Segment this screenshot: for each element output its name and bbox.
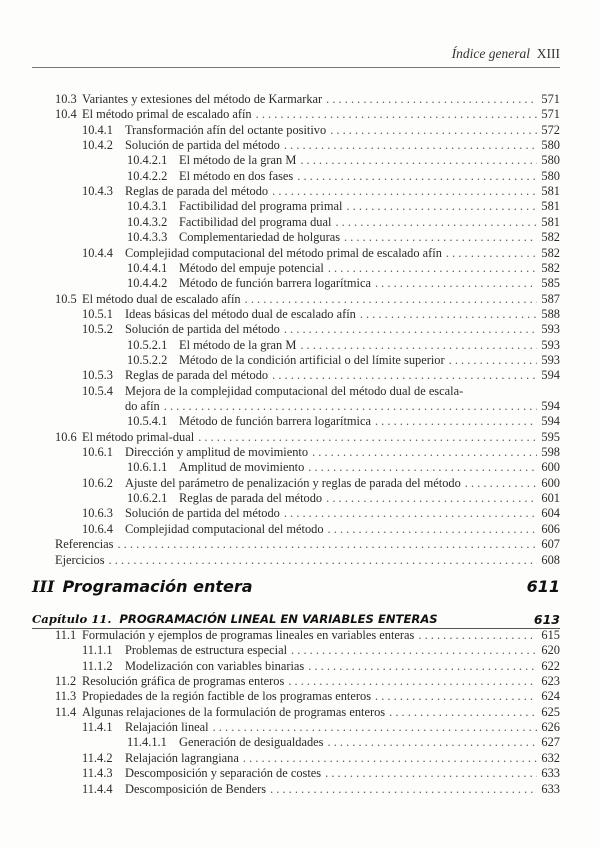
toc-entry[interactable] — [82, 522, 560, 536]
toc-entry-number: 10.6 — [55, 429, 77, 444]
toc-entry[interactable] — [82, 184, 560, 198]
toc-entry[interactable] — [55, 689, 560, 703]
chapter-title: PROGRAMACIÓN LINEAL EN VARIABLES ENTERAS — [119, 612, 438, 626]
toc-entry[interactable] — [55, 674, 560, 688]
dot-leader — [308, 460, 537, 474]
toc-entry-number: 10.4.1 — [82, 122, 113, 137]
dot-leader — [446, 246, 538, 260]
toc-entry-page: 604 — [541, 506, 560, 521]
toc-entry[interactable] — [82, 307, 560, 321]
dot-leader — [328, 735, 538, 749]
toc-entry-page: 581 — [541, 184, 560, 199]
dot-leader — [164, 399, 538, 413]
dot-leader — [344, 230, 537, 244]
chapter-label: Capítulo 11. — [32, 612, 112, 626]
toc-entry-page: 593 — [541, 337, 560, 352]
toc-entry-number: 11.2 — [55, 674, 77, 689]
dot-leader — [213, 720, 538, 734]
toc-entry-title: Reglas de parada del método — [125, 184, 269, 199]
toc-entry-page: 594 — [541, 399, 560, 413]
toc-entry-number: 11.4.1.1 — [127, 735, 167, 750]
dot-leader — [308, 659, 537, 673]
toc-entry-title: Propiedades de la región factible de los programas enteros — [82, 689, 372, 704]
toc-entry-title: Mejora de la complejidad computacional del método dual de escala- — [125, 383, 464, 398]
toc-entry-number: 11.3 — [55, 689, 77, 704]
toc-entry-number: 10.5.2.1 — [127, 337, 168, 352]
toc-entry-number: 10.5.2.2 — [127, 352, 168, 367]
toc-entry[interactable] — [82, 246, 560, 260]
toc-entry[interactable] — [127, 169, 560, 183]
toc-entry[interactable] — [82, 782, 560, 796]
header-title — [452, 46, 560, 62]
dot-leader — [245, 292, 538, 306]
toc-entry-page: 587 — [541, 291, 560, 306]
toc-entry-number: 10.6.2.1 — [127, 491, 168, 506]
toc-entry-page: 623 — [541, 674, 560, 689]
toc-entry-title: Método de función barrera logarítmica — [179, 414, 371, 429]
toc-entry[interactable] — [127, 491, 560, 505]
toc-entry[interactable] — [55, 92, 560, 106]
toc-entry-page: 580 — [541, 153, 560, 168]
toc-entry-number: 11.4.2 — [82, 750, 113, 765]
toc-entry-title: El método dual de escalado afín — [82, 291, 241, 306]
toc-entry-title: Generación de desigualdades — [179, 735, 324, 750]
toc-entry-page: 582 — [541, 260, 560, 275]
dot-leader — [326, 491, 537, 505]
toc-entry-number: 10.4.3.3 — [127, 230, 168, 245]
toc-entry[interactable] — [127, 460, 560, 474]
toc-entry-number: 11.4.3 — [82, 766, 113, 781]
toc-entry[interactable] — [127, 276, 560, 290]
toc-entry[interactable] — [127, 338, 560, 352]
toc-entry[interactable] — [82, 322, 560, 336]
toc-entry-number: 10.5 — [55, 291, 77, 306]
toc-entry-page: 633 — [541, 781, 560, 796]
dot-leader — [291, 643, 537, 657]
toc-entry-title: Algunas relajaciones de la formulación de programas enteros — [82, 704, 386, 719]
toc-entry-page: 627 — [541, 735, 560, 750]
toc-entry-title: Resolución gráfica de programas enteros — [82, 674, 285, 689]
toc-entry-number: 10.4.3.2 — [127, 214, 168, 229]
toc-entry-title: Reglas de parada del método — [179, 491, 323, 506]
dot-leader — [346, 199, 537, 213]
toc-entry[interactable] — [82, 123, 560, 137]
chapter-page: 613 — [533, 612, 560, 627]
toc-entry-title: Descomposición de Benders — [125, 781, 267, 796]
toc-entry-page: 581 — [541, 214, 560, 229]
toc-entry[interactable] — [82, 766, 560, 780]
toc-entry-page: 571 — [541, 92, 560, 106]
toc-entry-title: Complejidad computacional del método primal de escalado afín — [125, 245, 442, 260]
toc-entry[interactable] — [82, 659, 560, 673]
toc-entry-number: 10.5.4.1 — [127, 414, 168, 429]
toc-entry[interactable] — [55, 107, 560, 121]
toc-entry-page: 608 — [541, 552, 560, 567]
toc-entry[interactable] — [55, 292, 560, 306]
running-header — [32, 46, 560, 66]
toc-entry-number: 11.1.2 — [82, 658, 113, 673]
toc-entry-number: 10.4.4.2 — [127, 276, 168, 291]
toc-entry-title: El método de la gran M — [179, 337, 297, 352]
dot-leader — [284, 506, 538, 520]
toc-entry-title: Factibilidad del programa dual — [179, 214, 332, 229]
toc-entry[interactable] — [82, 643, 560, 657]
toc-entry-page: 624 — [541, 689, 560, 704]
toc-entry[interactable] — [127, 735, 560, 749]
toc-entry-number: 10.4.2.1 — [127, 153, 168, 168]
toc-entry[interactable] — [82, 384, 560, 398]
part-page: 611 — [526, 577, 560, 596]
dot-leader — [389, 705, 537, 719]
toc-entry-number: 10.6.2 — [82, 475, 113, 490]
toc-entry[interactable] — [82, 368, 560, 382]
toc-entry-page: 633 — [541, 766, 560, 781]
toc-entry[interactable] — [55, 628, 560, 642]
dot-leader — [328, 261, 538, 275]
toc-entry-page: 594 — [541, 368, 560, 383]
toc-entry-title: Método del empuje potencial — [179, 260, 324, 275]
dot-leader — [328, 522, 538, 536]
toc-entry[interactable] — [127, 153, 560, 167]
toc-entry[interactable] — [127, 353, 560, 367]
toc-entry-page: 582 — [541, 230, 560, 245]
toc-entry[interactable] — [55, 537, 560, 551]
toc-entry-title: Formulación y ejemplos de programas lineales en variables enteras — [82, 628, 415, 642]
toc-entry-number: 10.6.1.1 — [127, 460, 168, 475]
toc-entry-title: Transformación afín del octante positivo — [125, 122, 327, 137]
dot-leader — [109, 553, 538, 567]
toc-entry-number: 10.4.2.2 — [127, 168, 168, 183]
dot-leader — [284, 138, 538, 152]
toc-entry-title: Relajación lagrangiana — [125, 750, 239, 765]
dot-leader — [375, 689, 537, 703]
dot-leader — [325, 766, 537, 780]
toc-entry-number: 10.4.3 — [82, 184, 113, 199]
toc-entry-page: 593 — [541, 322, 560, 337]
toc-entry-number: 10.4.3.1 — [127, 199, 168, 214]
toc-entry-number: 11.4.1 — [82, 720, 113, 735]
toc-entry-page: 572 — [541, 122, 560, 137]
dot-leader — [335, 215, 537, 229]
toc-entry[interactable] — [55, 553, 560, 567]
toc-entry-title: Complementariedad de holguras — [179, 230, 341, 245]
dot-leader — [418, 628, 537, 642]
toc-entry[interactable] — [82, 445, 560, 459]
toc-entry-number: 10.5.2 — [82, 322, 113, 337]
toc-entry-number: 10.4.4 — [82, 245, 113, 260]
toc-entry-title: Dirección y amplitud de movimiento — [125, 445, 309, 460]
toc-entry-number: 11.4 — [55, 704, 77, 719]
dot-leader — [272, 368, 537, 382]
toc-entry-title: Método de la condición artificial o del límite superior — [179, 352, 445, 367]
toc-entry-number: 10.5.4 — [82, 383, 113, 398]
toc-entry-number: 10.4 — [55, 107, 77, 122]
toc-entry-title: Ideas básicas del método dual de escalado afín — [125, 306, 356, 321]
toc-entry-number: 10.3 — [55, 92, 77, 106]
toc-entry[interactable] — [127, 199, 560, 213]
toc-entry-number: 10.6.4 — [82, 521, 113, 536]
toc-entry-title: Modelización con variables binarias — [125, 658, 305, 673]
toc-entry-page: 598 — [541, 445, 560, 460]
toc-entry-number: 11.1.1 — [82, 643, 113, 658]
toc-entry-page: 582 — [541, 245, 560, 260]
dot-leader — [375, 414, 537, 428]
dot-leader — [284, 322, 538, 336]
toc-entry-page: 625 — [541, 704, 560, 719]
toc-entry[interactable] — [82, 476, 560, 490]
toc-entry-number: 10.4.2 — [82, 138, 113, 153]
toc-entry-title: El método primal de escalado afín — [82, 107, 252, 122]
toc-entry-title: Problemas de estructura especial — [125, 643, 288, 658]
toc-entry-number: 10.5.3 — [82, 368, 113, 383]
toc-entry-title: Complejidad computacional del método — [125, 521, 324, 536]
toc-entry-title: Relajación lineal — [125, 720, 209, 735]
toc-entry-page: 580 — [541, 168, 560, 183]
toc-entry-number: 11.1 — [55, 628, 77, 642]
dot-leader — [117, 537, 537, 551]
dot-leader — [312, 445, 537, 459]
toc-entry-page: 594 — [541, 414, 560, 429]
toc-entry-page: 600 — [541, 475, 560, 490]
toc-entry-page: 585 — [541, 276, 560, 291]
dot-leader — [465, 476, 538, 490]
toc-entry-page: 580 — [541, 138, 560, 153]
toc-entry[interactable] — [127, 230, 560, 244]
toc-entry-title: Solución de partida del método — [125, 322, 280, 337]
toc-entry-page: 632 — [541, 750, 560, 765]
toc-entry-page: 588 — [541, 306, 560, 321]
toc-entry[interactable] — [127, 261, 560, 275]
toc-entry[interactable] — [82, 138, 560, 152]
toc-entry[interactable] — [55, 705, 560, 719]
toc-entry-page: 571 — [541, 107, 560, 122]
toc-entry-number: 10.6.1 — [82, 445, 113, 460]
toc-entry-title: Solución de partida del método — [125, 506, 280, 521]
dot-leader — [297, 169, 537, 183]
toc-entry[interactable] — [127, 414, 560, 428]
toc-entry-title: Factibilidad del programa primal — [179, 199, 343, 214]
toc-entry-number: 11.4.4 — [82, 781, 113, 796]
toc-entry[interactable] — [82, 720, 560, 734]
dot-leader — [270, 782, 537, 796]
toc-entry-title: Solución de partida del método — [125, 138, 280, 153]
toc-entry-page: 595 — [541, 429, 560, 444]
toc-entry-page: 615 — [541, 628, 560, 642]
header-page-number: XIII — [536, 46, 560, 61]
part-number: III — [32, 577, 55, 596]
toc-entry-page: 606 — [541, 521, 560, 536]
toc-entry-title: El método primal-dual — [82, 429, 195, 444]
header-section-name: Índice general — [451, 46, 530, 61]
dot-leader — [360, 307, 538, 321]
chapter-heading — [32, 612, 560, 628]
dot-leader — [272, 184, 537, 198]
toc-entry[interactable] — [55, 430, 560, 444]
dot-leader — [330, 123, 537, 137]
toc-entry-page: 620 — [541, 643, 560, 658]
toc-entry-title: Reglas de parada del método — [125, 368, 269, 383]
toc-entry[interactable] — [125, 399, 560, 413]
part-heading — [32, 577, 560, 596]
toc-entry-page: 600 — [541, 460, 560, 475]
toc-entry[interactable] — [82, 506, 560, 520]
toc-entry-title: Referencias — [55, 537, 114, 552]
dot-leader — [198, 430, 537, 444]
toc-entry-page: 601 — [541, 491, 560, 506]
dot-leader — [288, 674, 537, 688]
toc-entry-number: 10.5.1 — [82, 306, 113, 321]
dot-leader — [326, 92, 537, 106]
dot-leader — [375, 276, 537, 290]
toc-entry-page: 626 — [541, 720, 560, 735]
toc-entry-title: Método de función barrera logarítmica — [179, 276, 371, 291]
toc-entry-number: 10.6.3 — [82, 506, 113, 521]
toc-entry-title: El método en dos fases — [179, 168, 294, 183]
toc-entry[interactable] — [82, 751, 560, 765]
toc-entry-page: 622 — [541, 658, 560, 673]
toc-entry-title: Ejercicios — [55, 552, 105, 567]
toc-entry-title: El método de la gran M — [179, 153, 297, 168]
toc-entry-title: do afín — [125, 399, 160, 413]
toc-entry-page: 581 — [541, 199, 560, 214]
dot-leader — [300, 153, 537, 167]
toc-entry-number: 10.4.4.1 — [127, 260, 168, 275]
dot-leader — [256, 107, 538, 121]
toc-entry[interactable] — [127, 215, 560, 229]
dot-leader — [300, 338, 537, 352]
part-title: Programación entera — [62, 577, 253, 596]
toc-entry-title: Descomposición y separación de costes — [125, 766, 322, 781]
toc-entry-title: Variantes y extesiones del método de Karmarkar — [82, 92, 323, 106]
header-rule — [32, 67, 560, 68]
toc-entry-page: 607 — [541, 537, 560, 552]
toc-entry-title: Amplitud de movimiento — [179, 460, 305, 475]
toc-entry-title: Ajuste del parámetro de penalización y reglas de parada del método — [125, 475, 461, 490]
toc-entry-page: 593 — [541, 352, 560, 367]
dot-leader — [449, 353, 538, 367]
dot-leader — [243, 751, 538, 765]
